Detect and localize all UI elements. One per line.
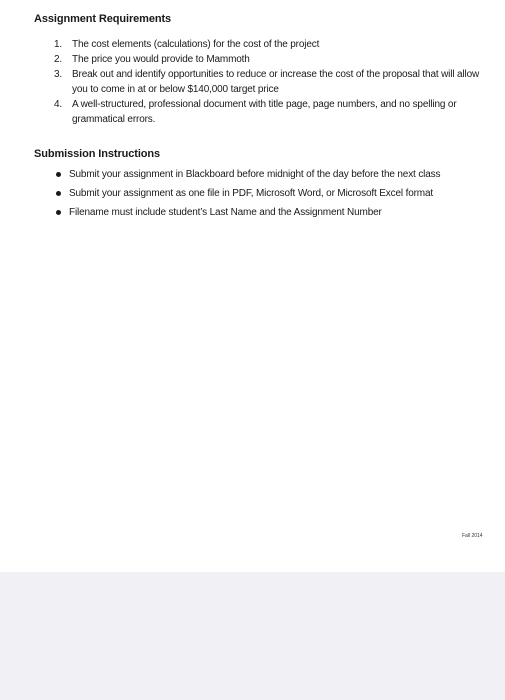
list-item-text: Submit your assignment as one file in PDF, Microsoft Word, or Microsoft Excel format	[69, 188, 434, 199]
requirements-list	[54, 37, 494, 127]
bullet-icon	[56, 210, 61, 215]
bullet-icon	[56, 191, 61, 196]
list-item-text: The price you would provide to Mammoth	[72, 54, 250, 65]
list-item	[54, 203, 494, 222]
assignment-requirements-heading: Assignment Requirements	[34, 13, 172, 25]
list-item	[54, 52, 494, 67]
list-marker: 1.	[54, 39, 63, 50]
list-item	[54, 67, 494, 97]
submission-instructions-heading: Submission Instructions	[34, 148, 161, 160]
list-item-text: The cost elements (calculations) for the cost of the project	[72, 39, 320, 50]
list-item	[54, 37, 494, 52]
list-item	[54, 97, 494, 127]
list-marker: 3.	[54, 69, 63, 80]
list-item	[54, 184, 494, 203]
list-item-text: Break out and identify opportunities to reduce or increase the cost of the proposal that will allow you to come in at or below $140,000 target price	[72, 69, 480, 95]
list-item-text: A well-structured, professional document with title page, page numbers, and no spelling or grammatical errors.	[72, 99, 457, 125]
bullet-icon	[56, 172, 61, 177]
list-marker: 2.	[54, 54, 63, 65]
list-marker: 4.	[54, 99, 63, 110]
list-item-text: Submit your assignment in Blackboard before midnight of the day before the next class	[69, 169, 441, 180]
submission-list	[54, 165, 494, 222]
list-item-text: Filename must include student’s Last Name and the Assignment Number	[69, 207, 382, 218]
list-item	[54, 165, 494, 184]
page-footer: Fall 2014	[462, 533, 483, 539]
